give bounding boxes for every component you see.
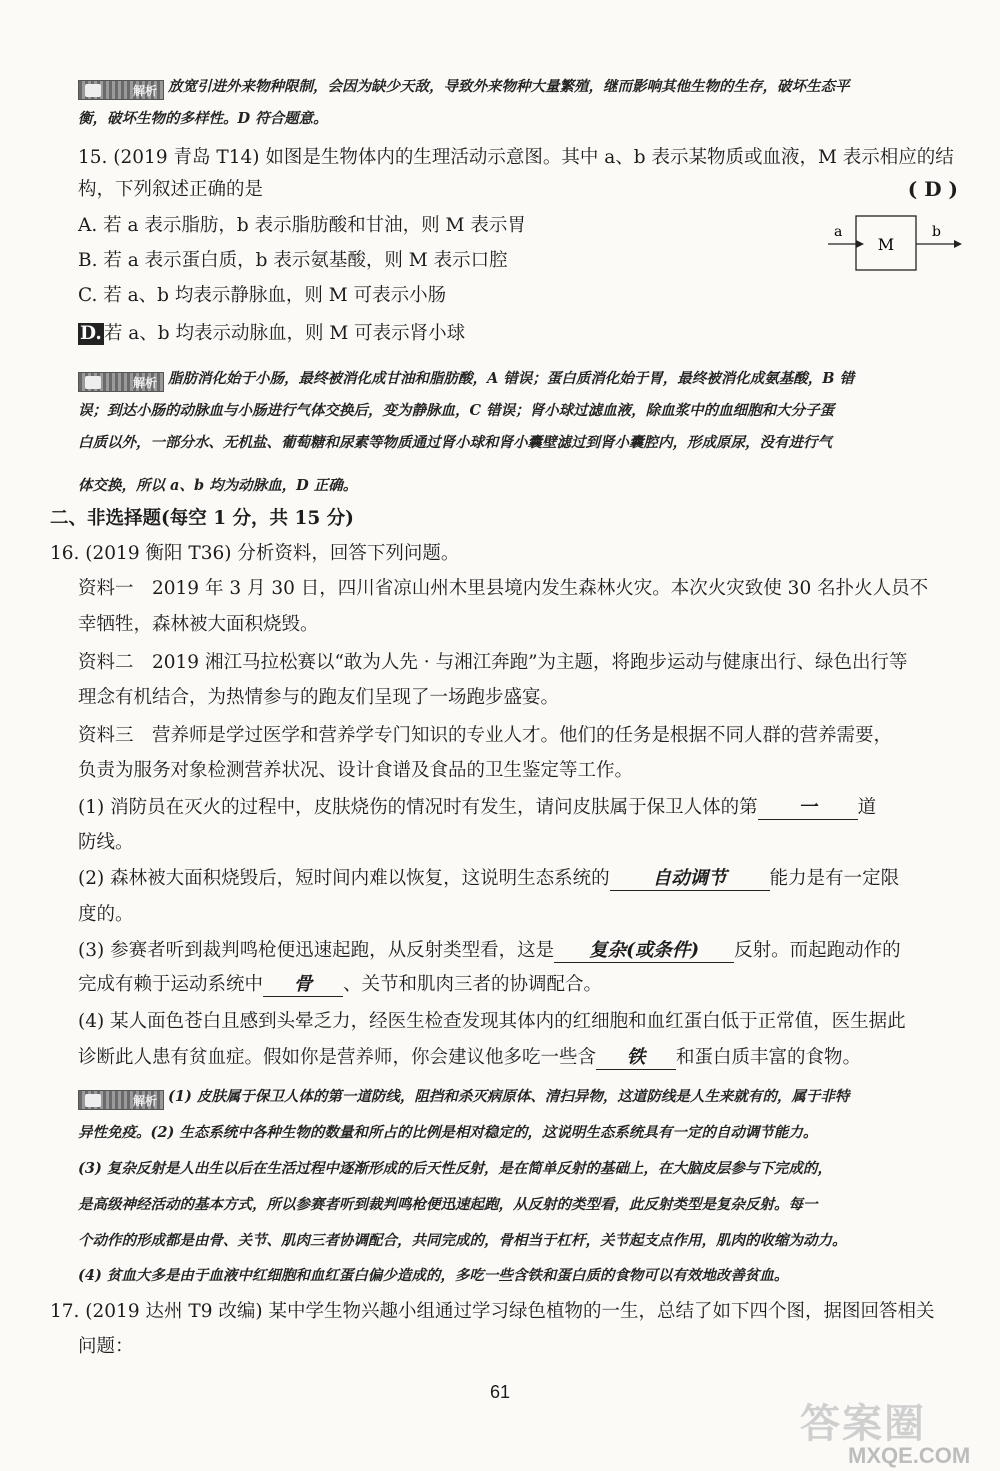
material-2: 资料二 2019 湘江马拉松赛以“敢为人先 · 与湘江奔跑”为主题，将跑步运动与健康出行、绿色出行等: [78, 652, 908, 673]
analysis-tag: 解析: [78, 80, 164, 100]
sub-question-2-cont: 度的。: [78, 904, 134, 925]
sub-question-2: [78, 866, 958, 892]
analysis-tag: 解析: [78, 372, 164, 392]
diagram-label-m: M: [877, 235, 895, 254]
sub-question-text: 诊断此人患有贫血症。假如你是营养师，你会建议他多吃一些含: [78, 1047, 597, 1068]
material-3: 资料三 营养师是学过医学和营养学专门知识的专业人才。他们的任务是根据不同人群的营养需要，: [78, 725, 893, 746]
analysis-note-q15: [78, 364, 958, 393]
question-15-answer: ( D ): [907, 177, 958, 201]
note-line: 脂肪消化始于小肠，最终被消化成甘油和脂肪酸，A 错误；蛋白质消化始于胃，最终被消化成氨基酸，B 错: [168, 370, 855, 387]
question-17-stem: 17. (2019 达州 T9 改编) 某中学生物兴趣小组通过学习绿色植物的一生，总结了如下四个图，据图回答相关: [50, 1301, 935, 1322]
option-b: B. 若 a 表示蛋白质，b 表示氨基酸，则 M 表示口腔: [78, 250, 508, 271]
note-line: 个动作的形成都是由骨、关节、肌肉三者协调配合，共同完成的，骨相当于杠杆，关节起支点作用，肌肉的收缩为动力。: [78, 1232, 847, 1249]
diagram-label-a: a: [834, 224, 843, 240]
note-line: (3) 复杂反射是人出生以后在生活过程中逐渐形成的后天性反射，是在简单反射的基础上，在大脑皮层参与下完成的，: [78, 1160, 832, 1177]
sub-question-text: 道: [857, 797, 877, 818]
analysis-note-q16: [78, 1082, 958, 1111]
sub-question-text: (3) 参赛者听到裁判鸣枪便迅速起跑，从反射类型看，这是: [78, 940, 555, 961]
sub-question-text: 反射。而起跑动作的: [734, 940, 901, 961]
sub-question-text: 能力是有一定限: [769, 868, 900, 889]
sub-question-3-cont: [78, 972, 958, 998]
option-a: A. 若 a 表示脂肪，b 表示脂肪酸和甘油，则 M 表示胃: [78, 215, 526, 236]
note-line: 衡，破坏生物的多样性。D 符合题意。: [78, 110, 328, 127]
answer-blank: 复杂(或条件): [554, 940, 734, 963]
watermark-logo: [800, 1402, 990, 1466]
diagram-label-b: b: [932, 224, 941, 240]
question-16-stem: 16. (2019 衡阳 T36) 分析资料，回答下列问题。: [50, 543, 460, 564]
question-17-stem-cont: 问题：: [78, 1336, 134, 1357]
question-15-stem: 15. (2019 青岛 T14) 如图是生物体内的生理活动示意图。其中 a、b 表示某物质或血液，M 表示相应的结: [78, 147, 954, 168]
sub-question-1: [78, 795, 958, 821]
section-heading: 二、非选择题(每空 1 分，共 15 分): [50, 508, 354, 529]
note-line: 体交换，所以 a、b 均为动脉血，D 正确。: [78, 477, 358, 494]
analysis-tag: 解析: [78, 1090, 164, 1110]
note-line: 放宽引进外来物种限制，会因为缺少天敌，导致外来物种大量繁殖，继而影响其他生物的生存，破坏生态平: [168, 78, 850, 95]
sub-question-4-cont: [78, 1045, 958, 1071]
option-d: [78, 321, 958, 347]
answer-blank: 一: [758, 797, 858, 820]
answer-blank: 自动调节: [610, 868, 770, 891]
note-line: (4) 贫血大多是由于血液中红细胞和血红蛋白偏少造成的，多吃一些含铁和蛋白质的食物可以有效地改善贫血。: [78, 1267, 789, 1284]
note-line: 误；到达小肠的动脉血与小肠进行气体交换后，变为静脉血，C 错误；肾小球过滤血液，除血浆中的血细胞和大分子蛋: [78, 402, 835, 419]
answer-blank: 骨: [263, 974, 343, 997]
sub-question-text: 、关节和肌肉三者的协调配合。: [343, 974, 603, 995]
output-arrow-head: [954, 240, 962, 248]
note-line: (1) 皮肤属于保卫人体的第一道防线，阻挡和杀灭病原体、清扫异物，这道防线是人生来就有的，属于非特: [168, 1088, 850, 1105]
material-1-cont: 幸牺牲，森林被大面积烧毁。: [78, 614, 319, 635]
sub-question-1-cont: 防线。: [78, 832, 134, 853]
process-diagram: [812, 214, 962, 274]
sub-question-text: (1) 消防员在灭火的过程中，皮肤烧伤的情况时有发生，请问皮肤属于保卫人体的第: [78, 797, 758, 818]
answer-blank: 铁: [596, 1047, 676, 1070]
note-line: 白质以外，一部分水、无机盐、葡萄糖和尿素等物质通过肾小球和肾小囊壁滤过到肾小囊腔内，形成原尿，没有进行气: [78, 434, 832, 451]
watermark-url: MXQE.COM: [848, 1443, 971, 1468]
sub-question-3: [78, 938, 958, 964]
note-line: 是高级神经活动的基本方式，所以参赛者听到裁判鸣枪便迅速起跑，从反射的类型看，此反射类型是复杂反射。每一: [78, 1196, 818, 1213]
note-line: 异性免疫。(2) 生态系统中各种生物的数量和所占的比例是相对稳定的，这说明生态系统具有一定的自动调节能力。: [78, 1124, 818, 1141]
material-2-cont: 理念有机结合，为热情参与的跑友们呈现了一场跑步盛宴。: [78, 687, 560, 708]
option-d-text: 若 a、b 均表示动脉血，则 M 可表示肾小球: [103, 323, 466, 344]
sub-question-text: (2) 森林被大面积烧毁后，短时间内难以恢复，这说明生态系统的: [78, 868, 610, 889]
watermark-text: 答案圈: [800, 1402, 926, 1446]
material-1: 资料一 2019 年 3 月 30 日，四川省凉山州木里县境内发生森林火灾。本次火灾致使 30 名扑火人员不: [78, 578, 929, 599]
sub-question-4: (4) 某人面色苍白且感到头晕乏力，经医生检查发现其体内的红细胞和血红蛋白低于正常值，医生据此: [78, 1011, 906, 1032]
option-c: C. 若 a、b 均表示静脉血，则 M 可表示小肠: [78, 285, 447, 306]
selected-option-mark: D.: [80, 323, 102, 344]
sub-question-text: 完成有赖于运动系统中: [78, 974, 264, 995]
page-number: 61: [489, 1382, 511, 1402]
input-arrow-head: [856, 240, 864, 248]
sub-question-text: 和蛋白质丰富的食物。: [676, 1047, 862, 1068]
question-15-stem-cont: 构，下列叙述正确的是: [78, 179, 264, 200]
analysis-note-q14: [78, 72, 958, 101]
material-3-cont: 负责为服务对象检测营养状况、设计食谱及食品的卫生鉴定等工作。: [78, 760, 634, 781]
